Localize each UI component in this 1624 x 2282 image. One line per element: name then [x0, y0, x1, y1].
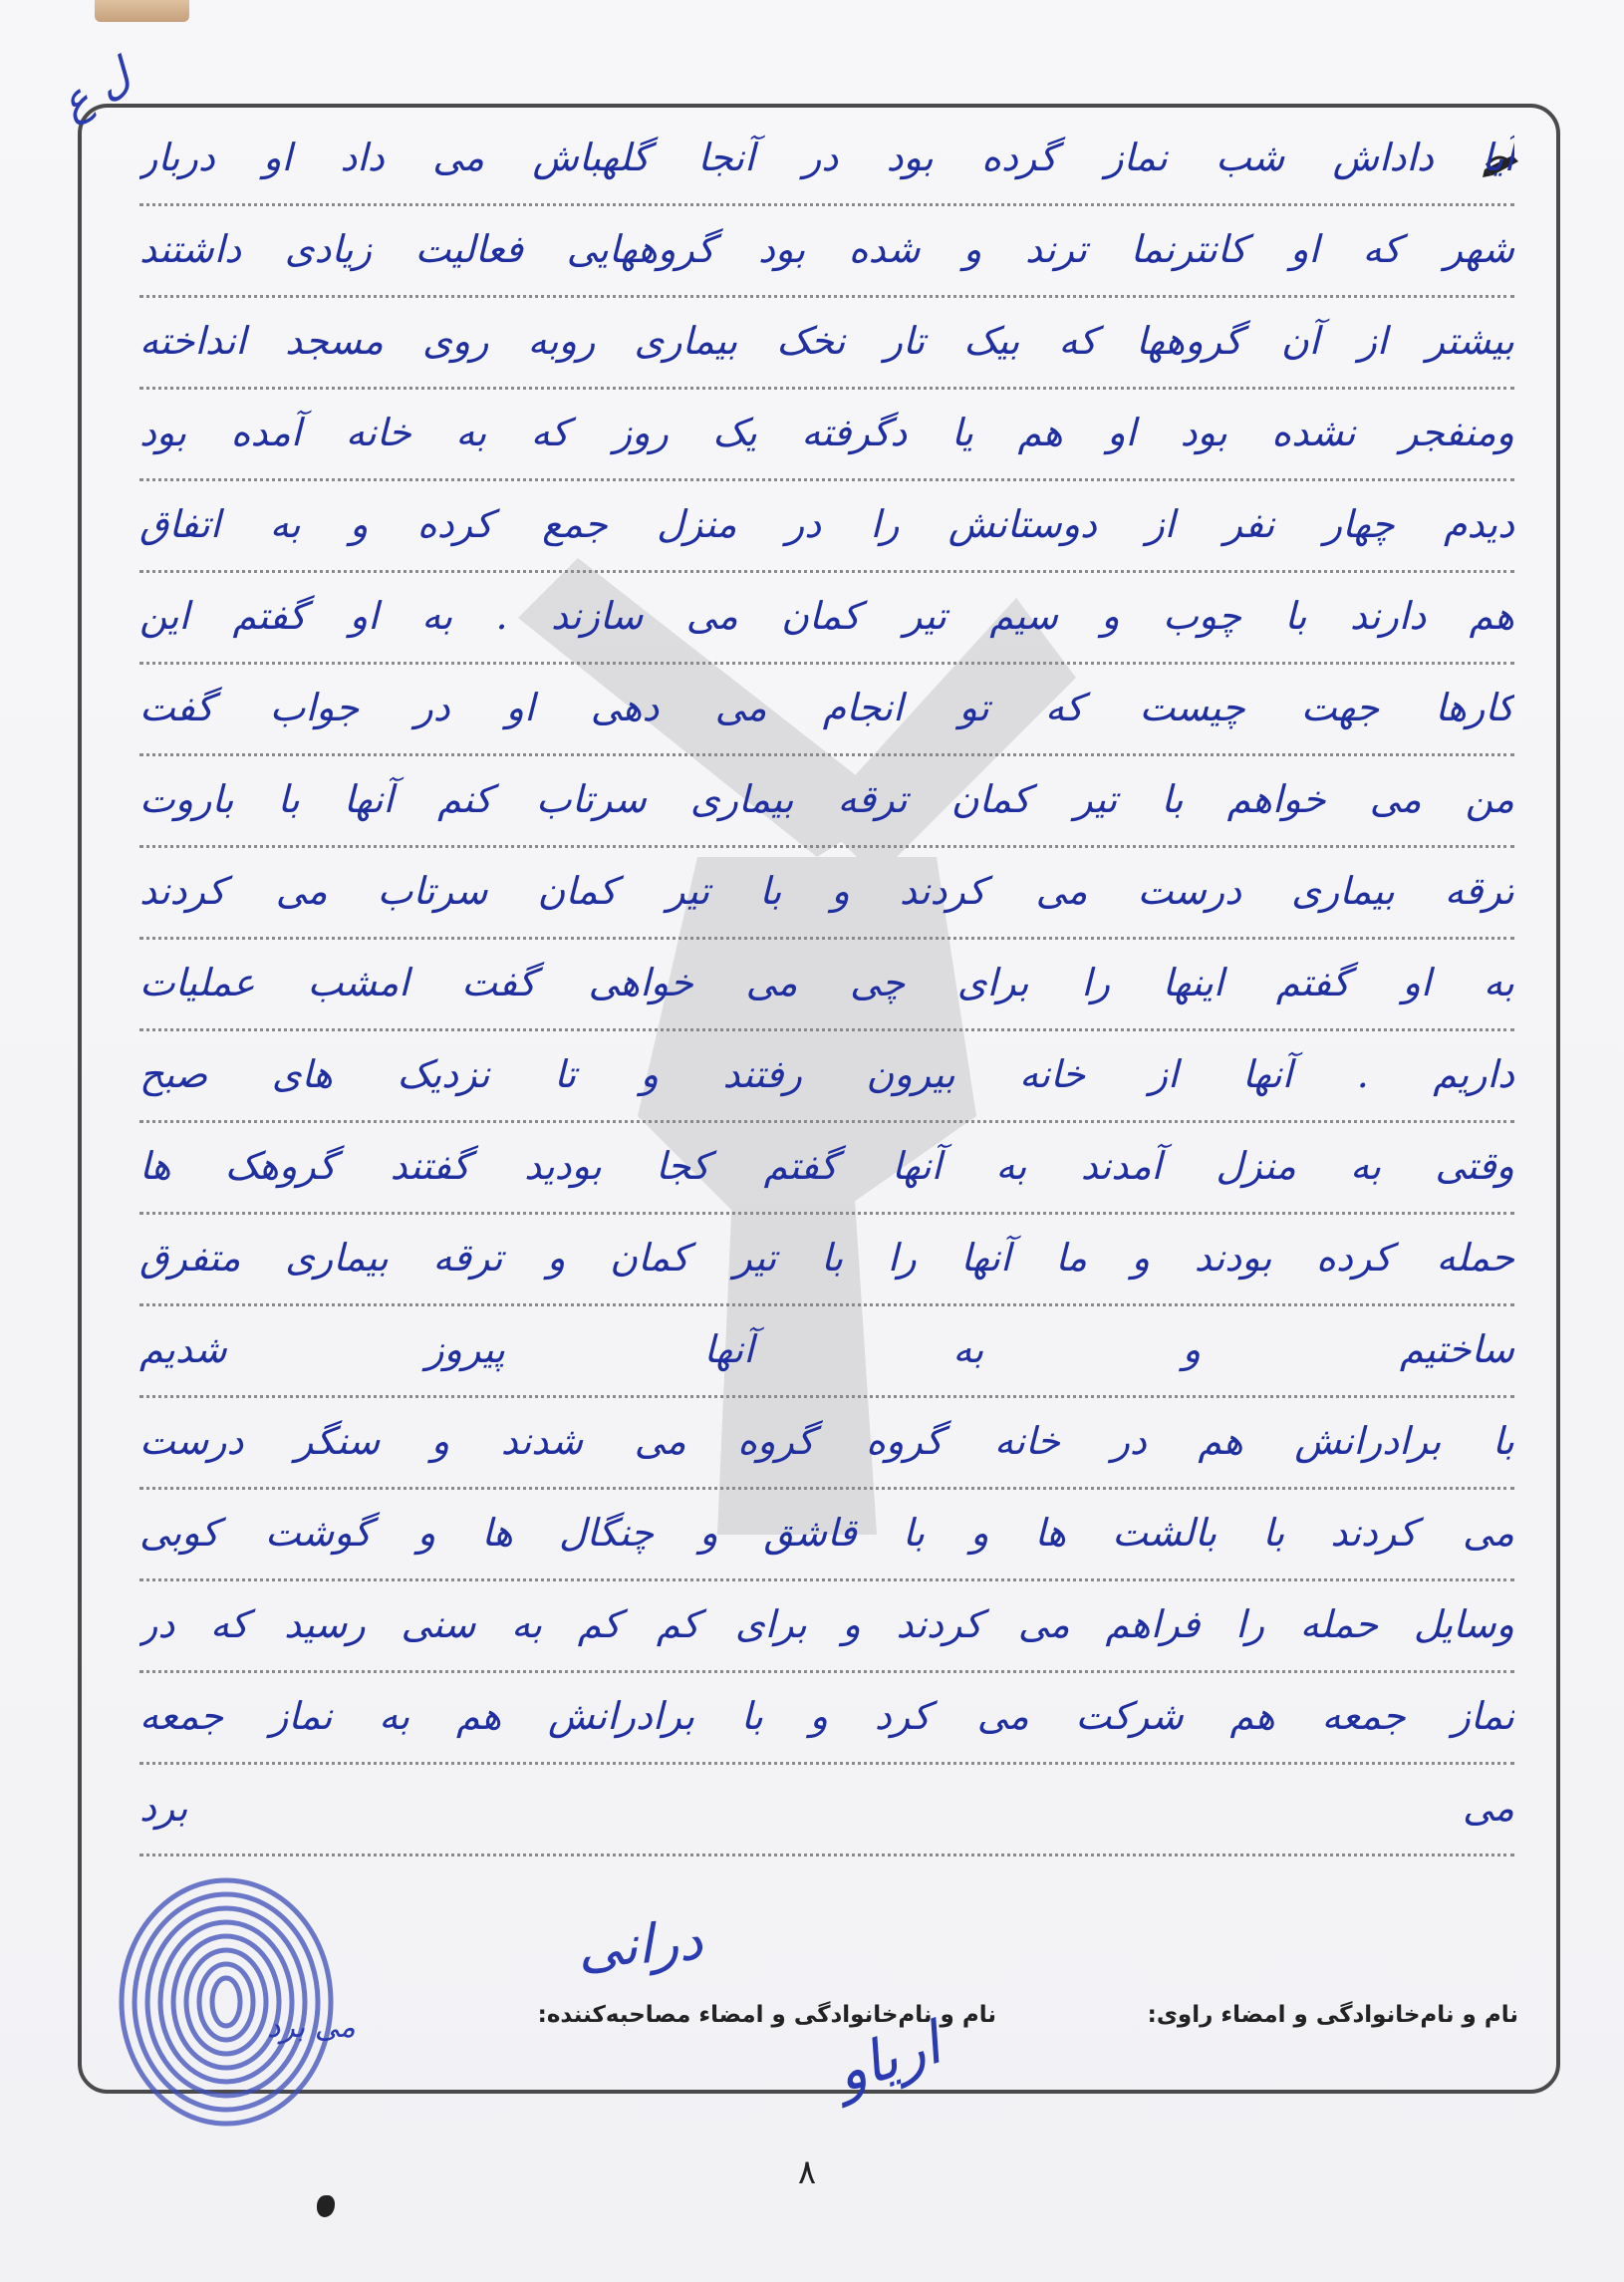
handwritten-line: من می خواهم با تیر کمان ترقه بیماری سرتاب کنم آنها با باروت [139, 753, 1514, 848]
page-number: ۸ [797, 2152, 817, 2192]
margin-note-bottom: می برد [267, 2010, 356, 2045]
fingerprint-icon [112, 1871, 341, 2133]
handwritten-line: با برادرانش هم در خانه گروه گروه می شدند و سنگر درست [139, 1395, 1514, 1490]
narrator-signature-label: نام و نام‌خانوادگی و امضاء راوی: [1147, 2002, 1518, 2028]
handwritten-line: بیشتر از آن گروهها که بیک تار نخک بیماری روبه روی مسجد انداخته [139, 295, 1514, 390]
handwritten-line: داریم . آنها از خانه بیرون رفتند و تا نزدیک های صبح [139, 1028, 1514, 1123]
handwritten-line: آیا داداش شب نماز گرده بود در آنجا گلهباش می داد او دربار [139, 112, 1514, 206]
handwritten-line: می کردند با بالشت ها و با قاشق و چنگال ها و گوشت کوبی [139, 1487, 1514, 1581]
handwritten-line: دیدم چهار نفر از دوستانش را در منزل جمع کرده و به اتفاق [139, 478, 1514, 573]
handwritten-line: هم دارند با چوب و سیم تیر کمان می سازند . به او گفتم این [139, 570, 1514, 665]
interviewer-signature-label: نام و نام‌خانوادگی و امضاء مصاحبه‌کننده: [537, 2002, 996, 2028]
signature-name: درانی [575, 1908, 705, 1981]
handwritten-line: ومنفجر نشده بود او هم یا دگرفته یک روز که به خانه آمده بود [139, 387, 1514, 481]
staple-mark [95, 0, 189, 22]
handwritten-line: ترقه بیماری درست می کردند و با تیر کمان سرتاب می کردند [139, 845, 1514, 940]
margin-note-top: ل ع [51, 49, 139, 130]
signature-initials: اریاو [827, 2009, 948, 2107]
handwritten-line: وسایل حمله را فراهم می کردند و برای کم کم به سنی رسید که در [139, 1578, 1514, 1673]
handwritten-line: شهر که او کانترنما ترند و شده بود گروههایی فعالیت زیادی داشتند [139, 203, 1514, 298]
handwritten-line: وقتی به منزل آمدند به آنها گفتم کجا بودید گفتند گروهک ها [139, 1120, 1514, 1215]
handwritten-line: نماز جمعه هم شرکت می کرد و با برادرانش هم به نماز جمعه [139, 1670, 1514, 1765]
handwritten-line: می برد [139, 1762, 1514, 1856]
handwritten-line: به او گفتم اینها را برای چی می خواهی گفت امشب عملیات [139, 937, 1514, 1031]
handwritten-line: حمله کرده بودند و ما آنها را با تیر کمان و ترقه بیماری متفرق [139, 1212, 1514, 1306]
handwritten-line: کارها جهت چیست که تو انجام می دهی او در جواب گفت [139, 662, 1514, 756]
handwritten-line: ساختیم و به آنها پیروز شدیم [139, 1303, 1514, 1398]
